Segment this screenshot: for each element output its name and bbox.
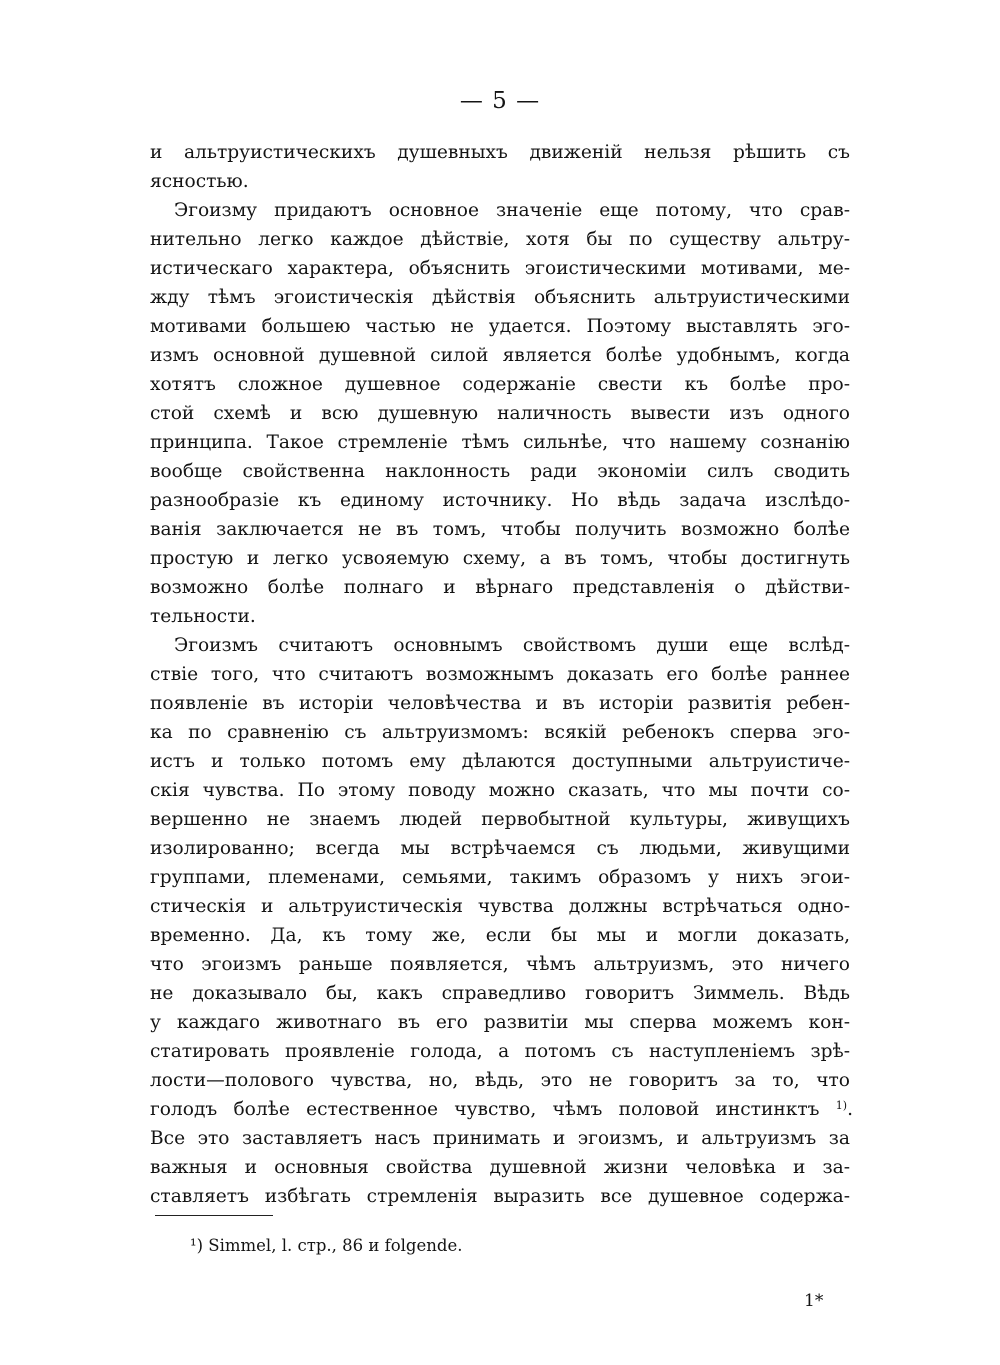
text-line: скія чувства. По этому поводу можно сказать, что мы почти со- <box>150 780 850 801</box>
text-line: хотятъ сложное душевное содержаніе свести къ болѣе про- <box>150 374 850 395</box>
text-line: ствіе того, что считаютъ возможнымъ доказать его болѣе раннее <box>150 664 850 685</box>
printer-signature-mark: 1* <box>804 1291 824 1311</box>
text-line: возможно болѣе полнаго и вѣрнаго представленія о дѣйстви- <box>150 577 850 598</box>
text-line: появленіе въ исторіи человѣчества и въ исторіи развитія ребен- <box>150 693 850 714</box>
footnote-reference[interactable]: 1) <box>835 1099 848 1112</box>
footnote: ¹) Simmel, l. стр., 86 и folgende. <box>190 1236 463 1255</box>
text-line-with-footnote-ref <box>150 1095 853 1124</box>
text-line: временно. Да, къ тому же, если бы мы и могли доказать, <box>150 925 850 946</box>
text-line: принципа. Такое стремленіе тѣмъ сильнѣе, что нашему сознанію <box>150 432 850 453</box>
text-line: стическія и альтруистическія чувства должны встрѣчаться одно- <box>150 896 850 917</box>
text-line: стой схемѣ и всю душевную наличность вывести изъ одного <box>150 403 850 424</box>
text-line: истъ и только потомъ ему дѣлаются доступными альтруистиче- <box>150 751 850 772</box>
text-line: ясностью. <box>150 171 249 192</box>
text-line: вершенно не знаемъ людей первобытной культуры, живущихъ <box>150 809 850 830</box>
paragraph-first-line: Эгоизмъ считаютъ основнымъ свойствомъ души еще вслѣд- <box>174 635 850 656</box>
text-line: Все это заставляетъ насъ принимать и эгоизмъ, и альтруизмъ за <box>150 1128 850 1149</box>
page-number: — 5 — <box>459 88 541 114</box>
text-line: изолированно; всегда мы встрѣчаемся съ людьми, живущими <box>150 838 850 859</box>
text-line: простую и легко усвояемую схему, а въ томъ, чтобы достигнуть <box>150 548 850 569</box>
text-line: вообще свойственна наклонность ради экономіи силъ сводить <box>150 461 850 482</box>
line-end-period: . <box>847 1099 853 1120</box>
text-line: важныя и основныя свойства душевной жизни человѣка и за- <box>150 1157 850 1178</box>
text-line: ванія заключается не въ томъ, чтобы получить возможно болѣе <box>150 519 850 540</box>
text-line: у каждаго животнаго въ его развитіи мы сперва можемъ кон- <box>150 1012 850 1033</box>
paragraph-first-line: Эгоизму придаютъ основное значеніе еще потому, что срав- <box>174 200 850 221</box>
text-line: измъ основной душевной силой является болѣе удобнымъ, когда <box>150 345 850 366</box>
text-line: разнообразіе къ единому источнику. Но вѣдь задача изслѣдо- <box>150 490 850 511</box>
text-line: ставляетъ избѣгать стремленія выразить все душевное содержа- <box>150 1186 850 1207</box>
text-line: и альтруистическихъ душевныхъ движеній нельзя рѣшить съ <box>150 142 850 163</box>
text-line: лости—полового чувства, но, вѣдь, это не говоритъ за то, что <box>150 1070 850 1091</box>
text-line: мотивами большею частью не удается. Поэтому выставлять эго- <box>150 316 850 337</box>
text-line: статировать проявленіе голода, а потомъ съ наступленіемъ зрѣ- <box>150 1041 850 1062</box>
text-line: нительно легко каждое дѣйствіе, хотя бы по существу альтру- <box>150 229 850 250</box>
text-line: группами, племенами, семьями, такимъ образомъ у нихъ эгои- <box>150 867 850 888</box>
text-line-body: голодъ болѣе естественное чувство, чѣмъ половой инстинктъ <box>150 1099 820 1120</box>
text-line: истическаго характера, объяснить эгоистическими мотивами, ме- <box>150 258 850 279</box>
text-line: что эгоизмъ раньше появляется, чѣмъ альтруизмъ, это ничего <box>150 954 850 975</box>
text-line: ка по сравненію съ альтруизмомъ: всякій ребенокъ сперва эго- <box>150 722 850 743</box>
text-line: тельности. <box>150 606 256 627</box>
text-line: жду тѣмъ эгоистическія дѣйствія объяснить альтруистическими <box>150 287 850 308</box>
text-line: не доказывало бы, какъ справедливо говоритъ Зиммель. Вѣдь <box>150 983 850 1004</box>
footnote-divider <box>155 1215 273 1216</box>
